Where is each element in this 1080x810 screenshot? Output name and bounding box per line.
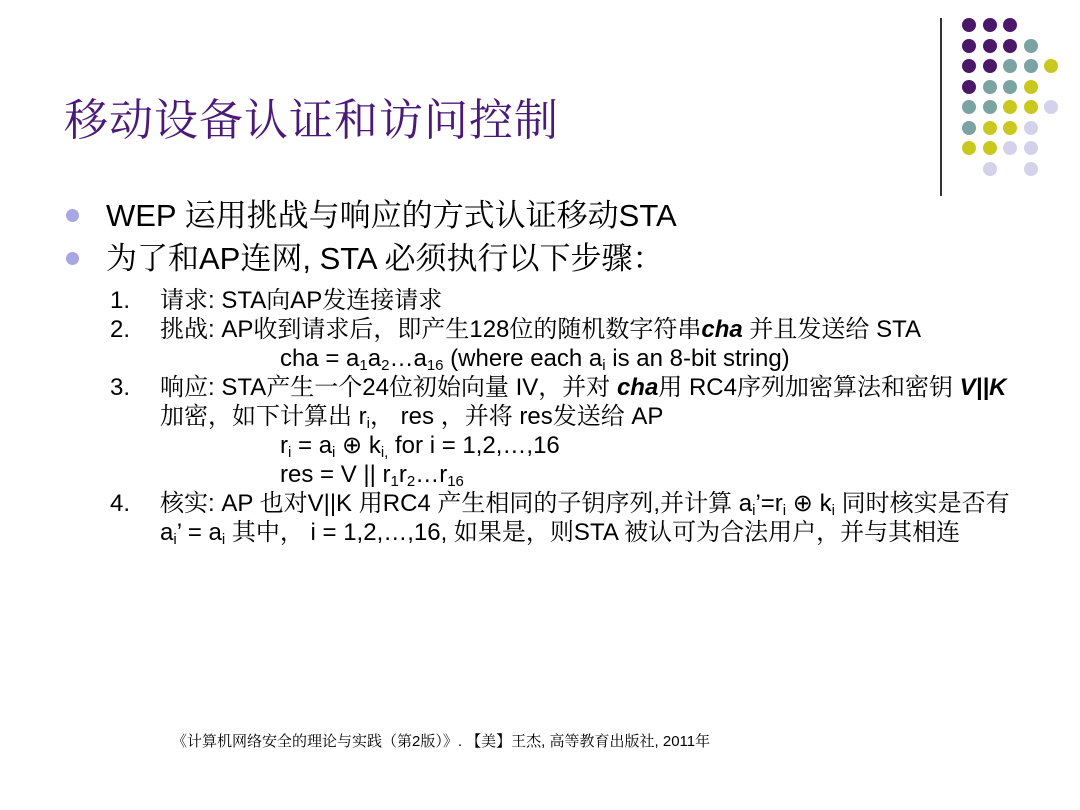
step-emphasis: V||K bbox=[959, 374, 1007, 401]
decor-dot bbox=[1044, 100, 1058, 114]
decor-dot bbox=[962, 141, 976, 155]
step-text: 挑战: AP收到请求后，即产生128位的随机数字符串 bbox=[160, 316, 702, 343]
decor-dot bbox=[962, 59, 976, 73]
formula-res: res = V || $r_1r_2\dots r_{16}$ bbox=[280, 461, 464, 490]
decor-dot bbox=[983, 121, 997, 135]
step-item-verify: 4. 核实: AP 也对V||K 用RC4 产生相同的子钥序列,并计算 $a_i’=r_i$ ⊕ $k_i$ 同时核实是否有 $a_i$’ = $a_i$ 其中， i = 1,2,…,16, 如果是，则STA 被认可为合法用户，并与其相连 bbox=[110, 490, 1010, 548]
step-item-challenge bbox=[110, 315, 1030, 344]
decor-dot bbox=[962, 39, 976, 53]
bullet-list bbox=[66, 194, 677, 280]
decor-dot bbox=[1044, 59, 1058, 73]
step-text: 并且发送给 STA bbox=[742, 316, 921, 343]
bullet-item: WEP 运用挑战与响应的方式认证移动STA bbox=[66, 194, 677, 237]
decor-dot bbox=[983, 100, 997, 114]
decor-dot bbox=[1003, 100, 1017, 114]
decor-dot bbox=[1024, 59, 1038, 73]
decor-dot bbox=[962, 18, 976, 32]
decor-dot bbox=[1024, 121, 1038, 135]
decor-dot bbox=[962, 100, 976, 114]
decor-divider-line bbox=[940, 18, 942, 196]
step-number: 3. bbox=[110, 374, 131, 401]
formula-cha: cha = $a_1a_2\dots a_{16}$ (where each $a_i$ is an 8-bit string) bbox=[280, 345, 790, 374]
step-item-response: 3. 响应: STA产生一个24位初始向量 IV，并对 cha用 RC4序列加密算法和密钥 V||K加密，如下计算出 $r_i$， res ，并将 res发送给 AP bbox=[110, 374, 1007, 432]
formula-r: $r_i = a_i$ ⊕ $k_{i,}$ for i = 1,2,…,16 bbox=[280, 432, 560, 461]
decor-dot bbox=[983, 18, 997, 32]
decor-dot bbox=[983, 80, 997, 94]
decor-dot bbox=[983, 59, 997, 73]
decor-dot bbox=[1003, 121, 1017, 135]
decor-dot bbox=[1024, 39, 1038, 53]
step-item-request bbox=[110, 286, 1030, 315]
decor-dot bbox=[1024, 162, 1038, 176]
step-text: 请求: STA向AP发连接请求 bbox=[160, 287, 443, 314]
decor-dot bbox=[1003, 59, 1017, 73]
citation-footer: 《计算机网络安全的理论与实践（第2版）》. 【美】王杰, 高等教育出版社, 2011年 bbox=[172, 733, 711, 750]
decor-dot bbox=[1024, 141, 1038, 155]
step-number: 4. bbox=[110, 490, 131, 517]
decor-dot bbox=[1024, 100, 1038, 114]
decor-dot bbox=[1003, 39, 1017, 53]
decor-dot bbox=[1024, 80, 1038, 94]
bullet-item: 为了和AP连网, STA 必须执行以下步骤： bbox=[66, 237, 677, 280]
decor-dot bbox=[1003, 18, 1017, 32]
decor-dot bbox=[1003, 141, 1017, 155]
step-list bbox=[110, 286, 1030, 547]
step-emphasis: cha bbox=[701, 316, 743, 343]
decor-dot bbox=[983, 162, 997, 176]
decor-dot bbox=[962, 80, 976, 94]
step-emphasis: cha bbox=[616, 374, 659, 401]
decor-dot bbox=[962, 121, 976, 135]
decor-dot bbox=[983, 39, 997, 53]
step-number: 1. bbox=[110, 287, 131, 314]
step-number: 2. bbox=[110, 316, 131, 343]
decor-dot bbox=[983, 141, 997, 155]
slide-title: 移动设备认证和访问控制 bbox=[64, 95, 559, 146]
decor-dot bbox=[1003, 80, 1017, 94]
